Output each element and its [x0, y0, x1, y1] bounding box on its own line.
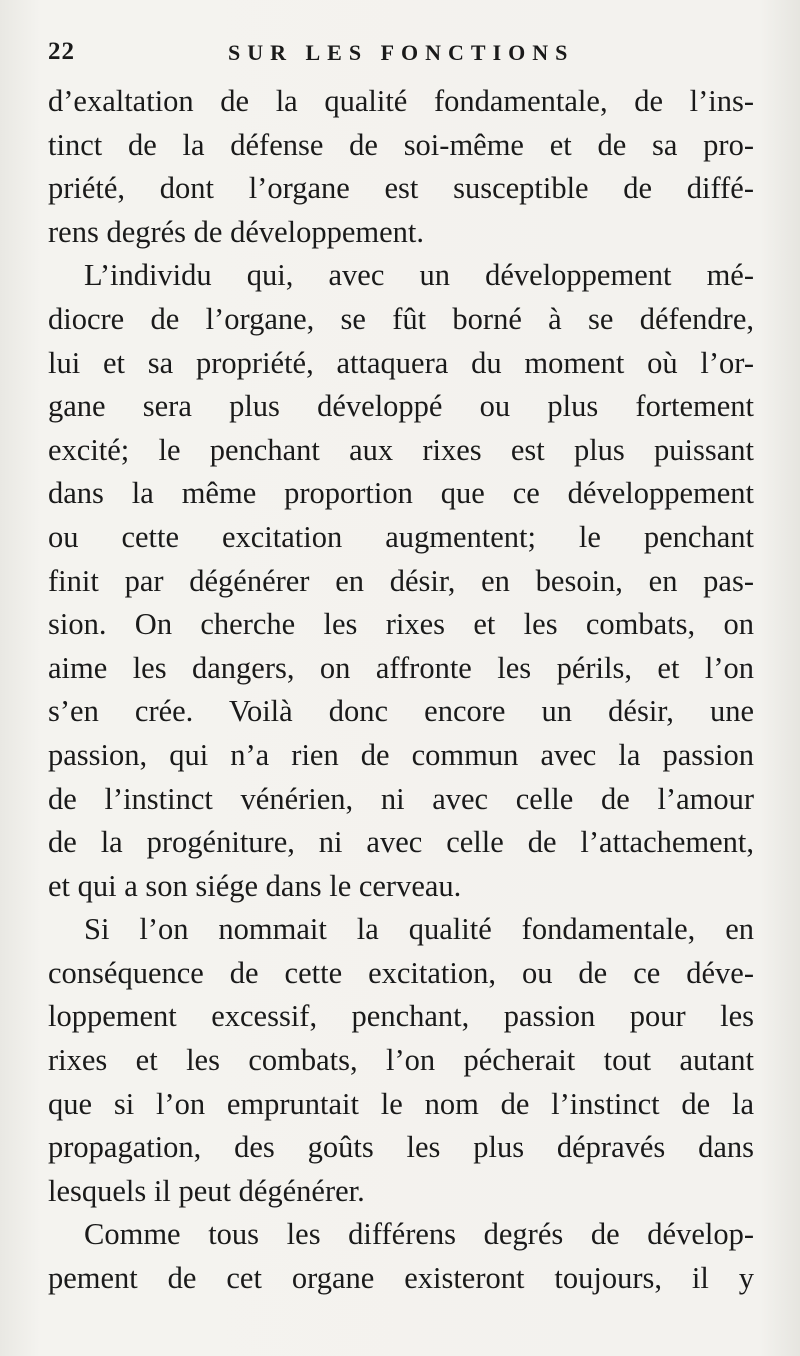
text-line: ou cette excitation augmentent; le penchant	[48, 519, 754, 554]
text-line: loppement excessif, penchant, passion pour les	[48, 999, 754, 1034]
text-line: tinct de la défense de soi-même et de sa pro-	[48, 127, 754, 162]
text-line: lui et sa propriété, attaquera du moment où l’or-	[48, 345, 754, 380]
text-line: gane sera plus développé ou plus fortement	[48, 389, 754, 424]
text-line: priété, dont l’organe est susceptible de diffé-	[48, 171, 754, 206]
text-line: passion, qui n’a rien de commun avec la passion	[48, 737, 754, 772]
text-line: excité; le penchant aux rixes est plus puissant	[48, 432, 754, 467]
page-number: 22	[48, 38, 75, 65]
text-line: rixes et les combats, l’on pécherait tout autant	[48, 1043, 754, 1078]
text-line: L’individu qui, avec un développement mé-	[84, 258, 754, 293]
body-text	[48, 80, 754, 1301]
text-line: s’en crée. Voilà donc encore un désir, une	[48, 694, 754, 729]
page-header	[48, 38, 748, 74]
text-line: Si l’on nommait la qualité fondamentale, en	[84, 912, 754, 947]
text-line: aime les dangers, on affronte les périls, et l’on	[48, 650, 754, 685]
text-line: lesquels il peut dégénérer.	[48, 1173, 365, 1208]
text-line: Comme tous les différens degrés de dévelop-	[84, 1217, 754, 1252]
text-line: de l’instinct vénérien, ni avec celle de l’amour	[48, 781, 754, 816]
text-line: rens degrés de développement.	[48, 214, 425, 249]
text-line: sion. On cherche les rixes et les combats, on	[48, 607, 754, 642]
text-line: dans la même proportion que ce développement	[48, 476, 754, 511]
text-line: diocre de l’organe, se fût borné à se défendre,	[48, 301, 754, 336]
running-head: SUR LES FONCTIONS	[228, 40, 575, 65]
text-line: et qui a son siége dans le cerveau.	[48, 868, 462, 903]
text-line: conséquence de cette excitation, ou de ce déve-	[48, 955, 754, 990]
text-line: finit par dégénérer en désir, en besoin, en pas-	[48, 563, 754, 598]
text-line: de la progéniture, ni avec celle de l’attachement,	[48, 825, 754, 860]
text-line: pement de cet organe existeront toujours, il y	[48, 1261, 754, 1296]
text-line: d’exaltation de la qualité fondamentale, de l’ins-	[48, 84, 754, 118]
text-line: propagation, des goûts les plus dépravés dans	[48, 1130, 754, 1165]
text-line: que si l’on empruntait le nom de l’instinct de la	[48, 1086, 754, 1121]
